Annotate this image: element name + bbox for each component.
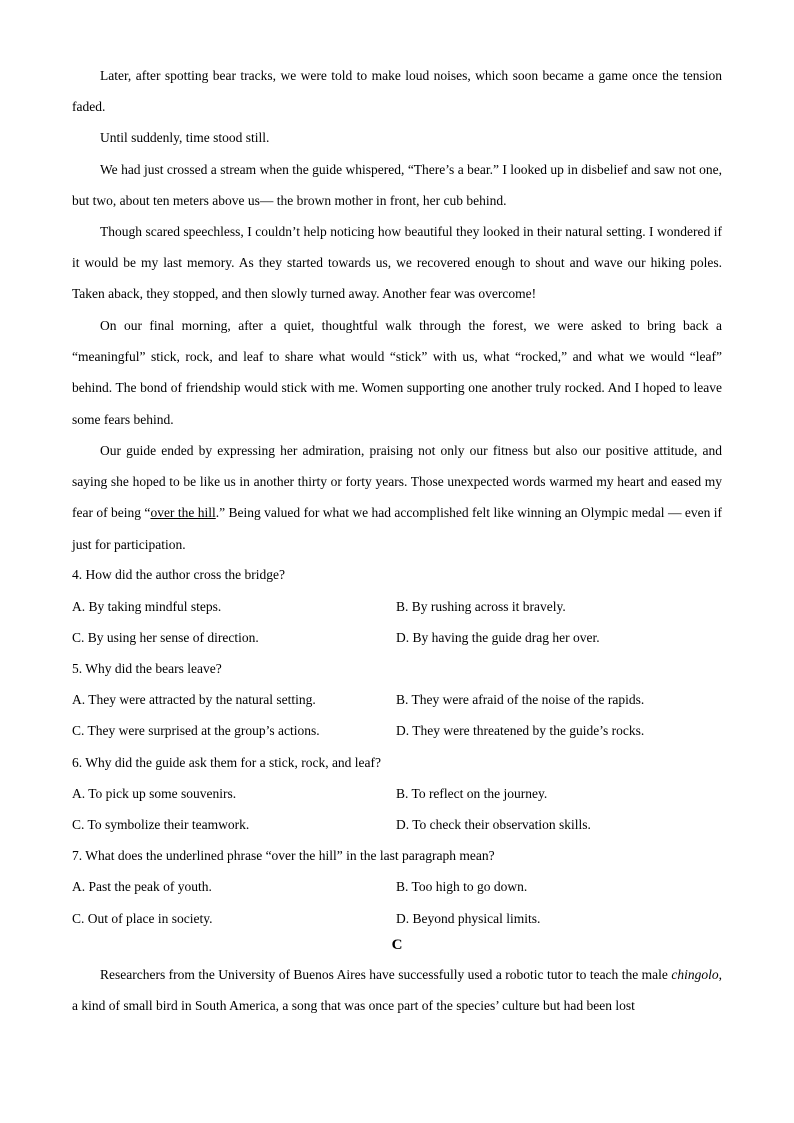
question-4-option-c[interactable]: C. By using her sense of direction. [72,630,259,645]
paragraph-text: , a kind of small bird in South America, a song that was once part of the species’ culture but had been lost [72,967,722,1014]
question-6-stem: 6. Why did the guide ask them for a stick, rock, and leaf? [72,755,382,770]
question-5-option-c[interactable]: C. They were surprised at the group’s actions. [72,723,320,738]
question-6-option-b[interactable]: B. To reflect on the journey. [396,786,548,801]
question-6-option-d[interactable]: D. To check their observation skills. [396,817,591,832]
paragraph-text: .” Being valued for what we had accomplished felt like winning an Olympic medal — even if just for participation. [72,505,722,552]
paragraph-scared-speechless: Though scared speechless, I couldn’t help noticing how beautiful they looked in their natural setting. I wondered if it would be my last memory. As they started towards us, we recovered enough to shout and wave our hiking poles. Taken aback, they stopped, and then slowly turned away. Another fear was overcome! [72,224,722,302]
section-heading-c: C [391,937,403,953]
question-5-option-a[interactable]: A. They were attracted by the natural setting. [72,692,316,707]
paragraph-text: Our guide ended by expressing her admiration, praising not only our fitness but also our positive attitude, and saying she hoped to be like us in another thirty or forty years. Those unexpected words warmed my heart and eased my fear of being “ [72,443,722,521]
paragraph-text: Researchers from the University of Buenos Aires have successfully used a robotic tutor to teach the male [100,967,672,982]
question-7-option-c[interactable]: C. Out of place in society. [72,911,213,926]
question-7-option-d[interactable]: D. Beyond physical limits. [396,911,541,926]
question-4-option-a[interactable]: A. By taking mindful steps. [72,599,222,614]
paragraph-bear-tracks: Later, after spotting bear tracks, we were told to make loud noises, which soon became a game once the tension faded. [72,68,722,115]
question-4-stem: 4. How did the author cross the bridge? [72,567,285,582]
question-6-option-c[interactable]: C. To symbolize their teamwork. [72,817,250,832]
question-7-stem: 7. What does the underlined phrase “over the hill” in the last paragraph mean? [72,848,495,863]
paragraph-guide-admiration [72,435,722,560]
paragraph-time-stood-still: Until suddenly, time stood still. [100,130,270,145]
question-4-option-d[interactable]: D. By having the guide drag her over. [396,630,600,645]
species-name: chingolo [671,967,719,982]
question-4-option-b[interactable]: B. By rushing across it bravely. [396,599,566,614]
question-5-option-b[interactable]: B. They were afraid of the noise of the rapids. [396,692,645,707]
question-7-option-a[interactable]: A. Past the peak of youth. [72,879,212,894]
question-6-option-a[interactable]: A. To pick up some souvenirs. [72,786,237,801]
question-5-stem: 5. Why did the bears leave? [72,661,222,676]
underlined-phrase: over the hill [150,505,216,521]
paragraph-final-morning: On our final morning, after a quiet, thoughtful walk through the forest, we were asked to bring back a “meaningful” stick, rock, and leaf to share what would “stick” with us, what “rocked,” and what we would “leaf” behind. The bond of friendship would stick with me. Women supporting one another truly rocked. And I hoped to leave some fears behind. [72,318,722,427]
question-7-option-b[interactable]: B. Too high to go down. [396,879,528,894]
paragraph-saw-bears: We had just crossed a stream when the guide whispered, “There’s a bear.” I looked up in disbelief and saw not one, but two, about ten meters above us— the brown mother in front, her cub behind. [72,162,722,209]
question-5-option-d[interactable]: D. They were threatened by the guide’s rocks. [396,723,645,738]
paragraph-robotic-tutor [72,959,722,1021]
